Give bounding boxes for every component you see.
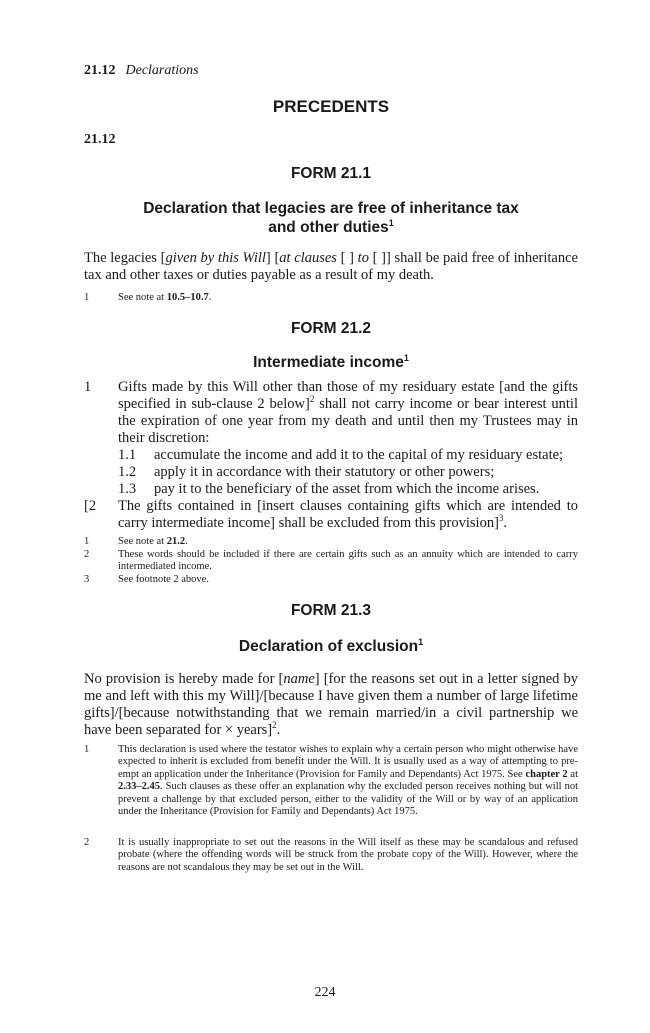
section-number: 21.12 [84,132,116,147]
form-21-1-footnotes [0,292,650,305]
clause-text: The gifts contained in [insert clauses containing gifts which are intended to carry intermediate income] shall be excluded from this provision]$^3$. [118,498,578,531]
form-21-2-clauses [0,379,650,529]
subclause-number: 1.1 [118,447,137,463]
form-21-3-title: Declaration of exclusion$^1$ [238,636,424,655]
form-21-2-label: FORM 21.2 [290,320,372,337]
clause-number: 1 [84,379,92,395]
clause-number: [2 [84,498,97,514]
subclause-number: 1.3 [118,481,137,497]
form-21-1-body: The legacies [given by this Will] [at clauses [ ] to [ ]] shall be paid free of inheritance tax and other taxes or duties payable as a result of my death. [84,250,578,283]
subclause-text: accumulate the income and add it to the capital of my residuary estate; [154,447,564,463]
footnote: 1 See note at 10.5–10.7. [84,292,212,303]
subclause-text: apply it in accordance with their statutory or other powers; [154,464,495,480]
precedents-heading: PRECEDENTS [272,97,390,116]
running-head-title: Declarations [125,63,199,78]
form-21-3-footnotes: 1 This declaration is used where the testator wishes to explain why a certain person who might otherwise have expected to inherit is excluded from benefit under the Will. It is usually used as a way of attempting to pre-empt an application under the Inheritance (Provision for Family and Dependants) Act 1975. See chapter 2 at 2.33–2.45. Such clauses as these offer an explanation why the excluded person receives nothing but will not prevent a challenge by that excluded person, either to the validity of the Will or by way of an application under the Inheritance (Provision for Family and Dependants) Act 1975. 2 It is usually inappropriate to set out the reasons in the Will itself as these may be scandalous and refused probate (where the offending words will be struck from the probate copy of the Will). However, where the reasons are not scandalous they may be set out in the Will. [84,744,579,873]
subclause-text: pay it to the beneficiary of the asset from which the income arises. [154,481,540,497]
form-21-2-title: Intermediate income$^1$ [253,352,409,371]
running-head [84,63,199,79]
form-21-1-title-line2: and other duties$^1$ [268,217,394,236]
form-21-1-title-line1: Declaration that legacies are free of inheritance tax [143,200,519,217]
form-21-3-body: No provision is hereby made for [name] [for the reasons set out in a letter signed by me and left with this my Will]/[because I have given them a number of large lifetime gifts]/[because notwithstanding that we remain married/in a civil partnership we have been separated for × years]$^2$. [84,671,578,738]
form-21-1-title [84,199,578,237]
form-21-1-label: FORM 21.1 [290,165,372,182]
running-head-number: 21.12 [84,63,116,78]
page-number: 224 [314,985,336,1000]
form-21-2-footnotes: 1 See note at 21.2. 2 These words should be included if there are certain gifts such as an annuity which are intended to carry intermediated income. 3 See footnote 2 above. [84,536,578,585]
subclause-number: 1.2 [118,464,137,480]
form-21-3-label: FORM 21.3 [290,602,372,619]
clause-text: Gifts made by this Will other than those of my residuary estate [and the gifts specified in sub-clause 2 below]$^2$ shall not carry income or bear interest until the expiration of one year from my death and until then my Trustees may in their discretion: [118,379,578,446]
